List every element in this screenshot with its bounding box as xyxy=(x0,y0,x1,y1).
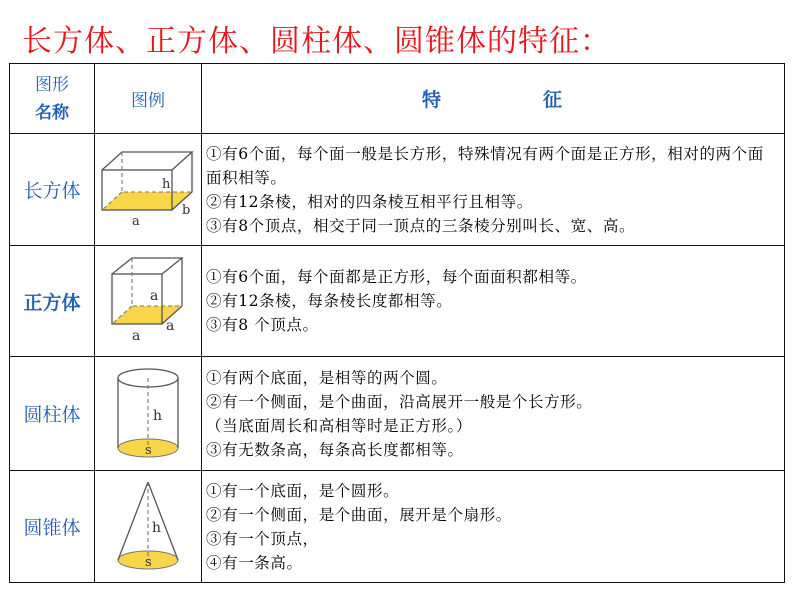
label-s: s xyxy=(145,442,152,458)
feature-line: ①有两个底面，是相等的两个圆。 xyxy=(206,368,448,387)
feature-line: ④有一条高。 xyxy=(206,553,303,572)
label-h: h xyxy=(152,519,162,536)
label-h: h xyxy=(153,407,163,424)
header-feature-cell xyxy=(202,64,785,134)
label-a-height: a xyxy=(150,288,159,304)
label-s: s xyxy=(145,554,152,570)
figure-cone xyxy=(95,471,202,583)
shape-name-cuboid: 长方体 xyxy=(10,134,95,246)
table-row xyxy=(10,246,785,357)
feature-line: ①有6个面，每个面一般是长方形，特殊情况有两个面是正方形，相对的两个面面积相等。 xyxy=(206,144,764,187)
feature-line: ③有一个顶点， xyxy=(206,529,319,548)
label-a-width: a xyxy=(166,318,175,334)
feature-line: ③有无数条高，每条高长度都相等。 xyxy=(206,440,464,459)
header-name-cell xyxy=(10,64,95,134)
label-h: h xyxy=(162,176,171,192)
cuboid-diagram xyxy=(98,148,198,232)
label-a: a xyxy=(132,213,140,229)
figure-cylinder xyxy=(95,357,202,471)
cube-diagram xyxy=(108,256,188,346)
label-a-length: a xyxy=(132,328,141,344)
figure-cuboid xyxy=(95,134,202,246)
features-cylinder xyxy=(202,357,785,471)
cone-diagram xyxy=(112,478,184,576)
cylinder-diagram xyxy=(113,366,183,462)
features-cube xyxy=(202,246,785,357)
header-name-line2: 名称 xyxy=(35,102,69,123)
shape-name-cylinder: 圆柱体 xyxy=(10,357,95,471)
table-row xyxy=(10,134,785,246)
feature-line: ②有一个侧面，是个曲面，沿高展开一般是个长方形。 xyxy=(206,392,593,411)
feature-line: ①有6个面，每个面都是正方形，每个面面积都相等。 xyxy=(206,268,587,286)
feature-line: ②有12条棱，每条棱长度都相等。 xyxy=(206,292,453,310)
label-b: b xyxy=(182,202,191,218)
shape-name-cone: 圆锥体 xyxy=(10,471,95,583)
features-table xyxy=(9,63,785,583)
feature-line: （当底面周长和高相等时是正方形。） xyxy=(206,416,472,435)
header-figure-cell: 图例 xyxy=(95,64,202,134)
feature-line: ③有8个顶点，相交于同一顶点的三条棱分别叫长、宽、高。 xyxy=(206,216,636,235)
page-title: 长方体、正方体、圆柱体、圆锥体的特征： xyxy=(22,24,611,59)
table-row xyxy=(10,471,785,583)
feature-line: ③有8 个顶点。 xyxy=(206,316,319,334)
shape-name-cube: 正方体 xyxy=(10,246,95,357)
feature-line: ②有一个侧面，是个曲面，展开是个扇形。 xyxy=(206,505,512,524)
figure-cube xyxy=(95,246,202,357)
features-cone xyxy=(202,471,785,583)
header-name-line1: 图形 xyxy=(35,74,69,95)
feature-line: ①有一个底面，是个圆形。 xyxy=(206,481,400,500)
header-feature-char1: 特 xyxy=(421,89,443,111)
table-header-row xyxy=(10,64,785,134)
table-row xyxy=(10,357,785,471)
header-feature-char2: 征 xyxy=(543,89,565,111)
features-cuboid xyxy=(202,134,785,246)
feature-line: ②有12条棱，相对的四条棱互相平行且相等。 xyxy=(206,192,533,211)
